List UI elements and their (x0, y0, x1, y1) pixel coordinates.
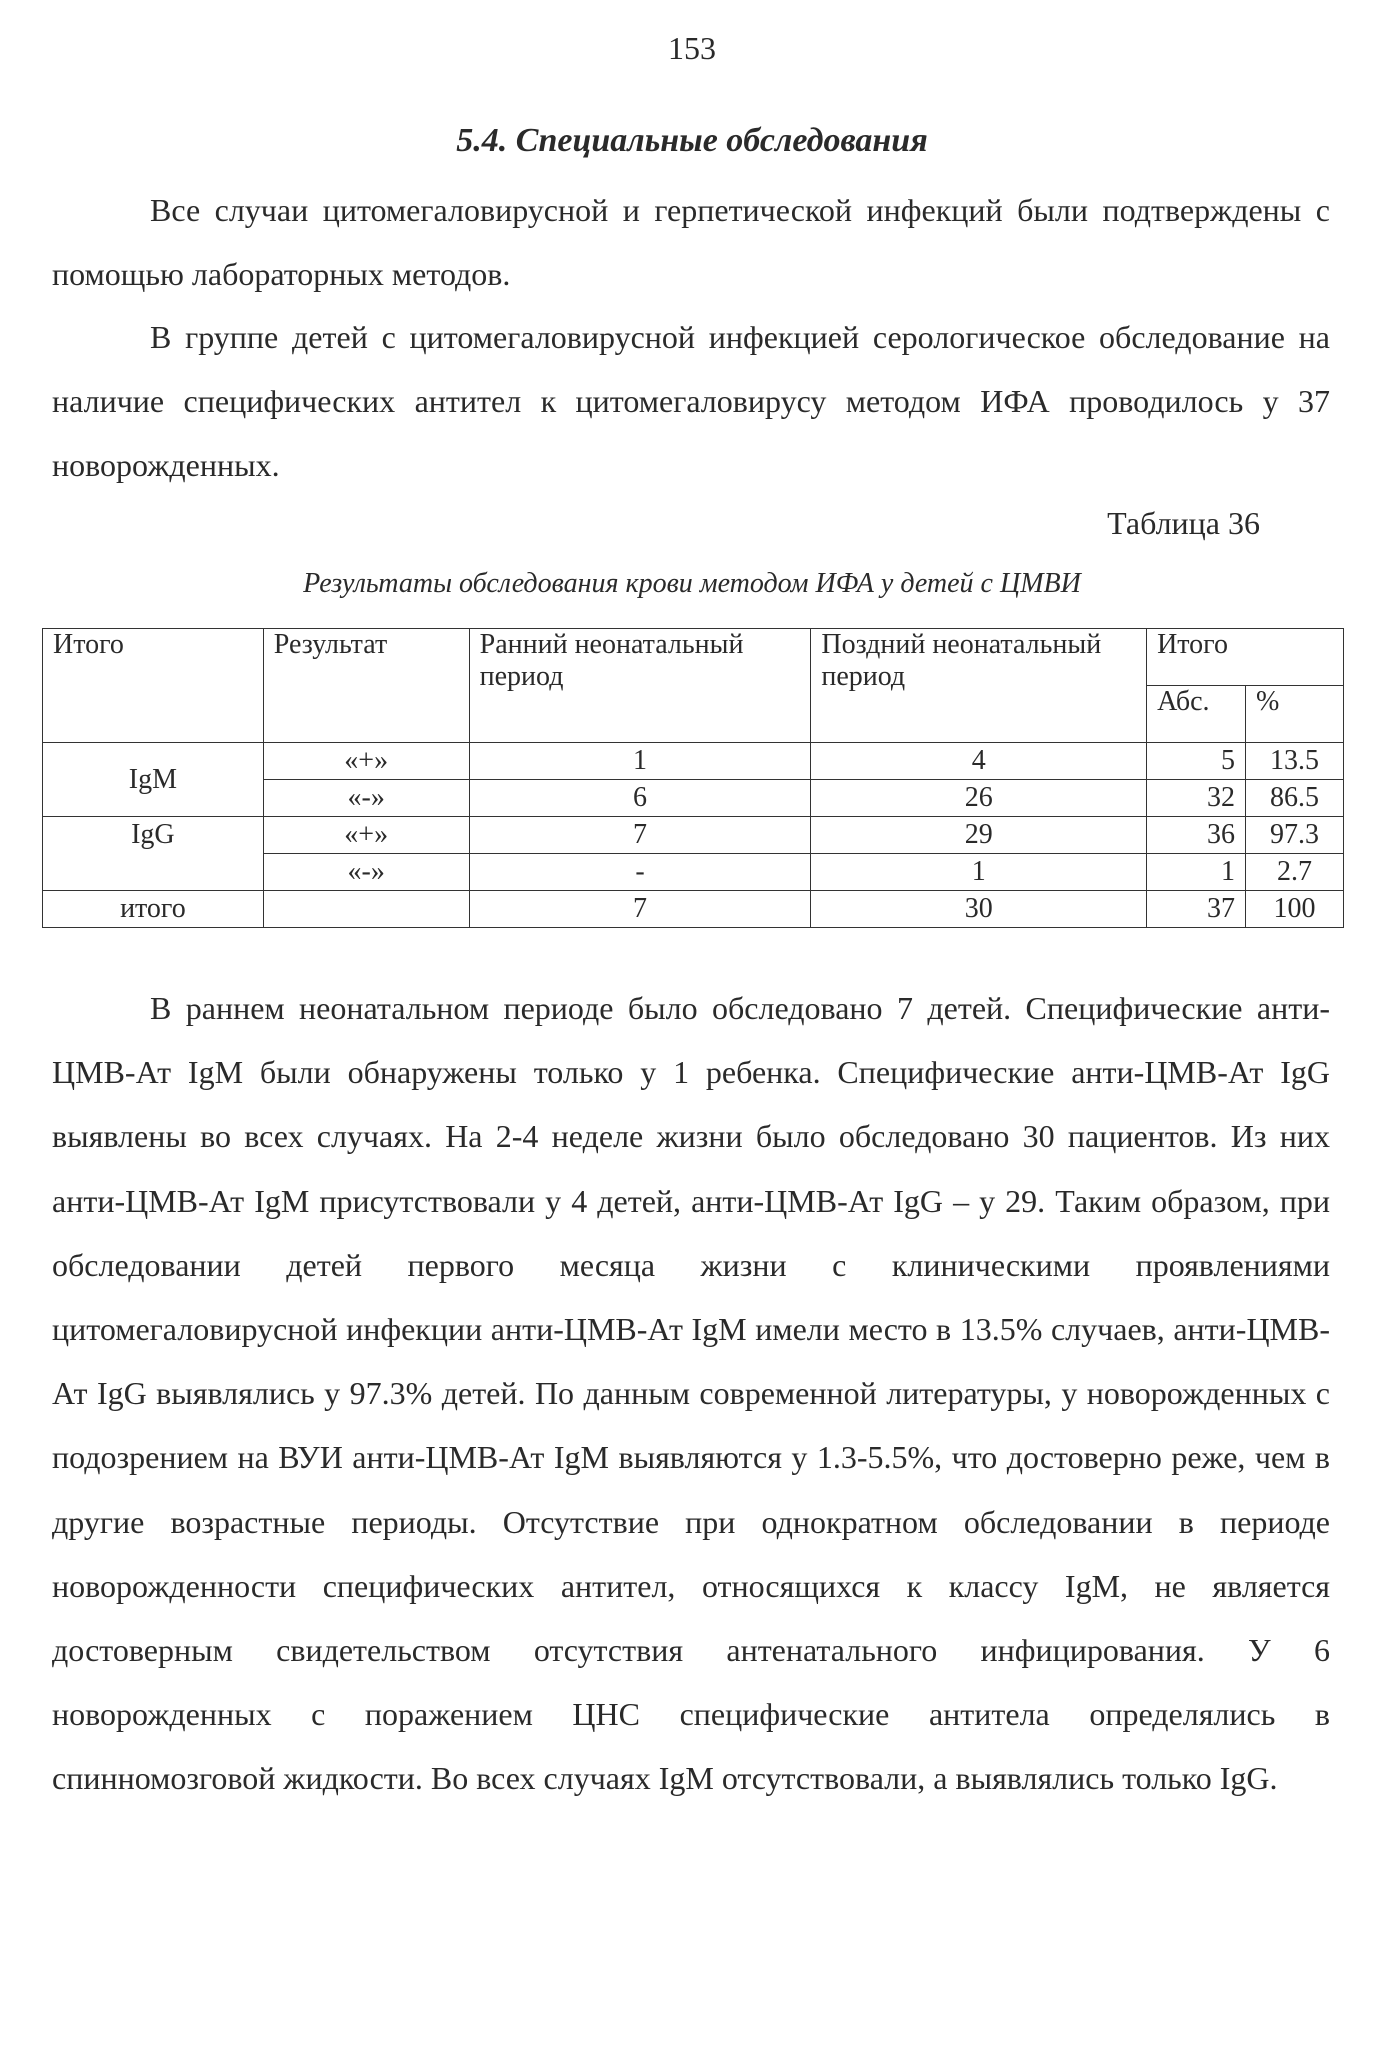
row-pct: 86.5 (1246, 780, 1344, 817)
paragraph-results: В раннем неонатальном периоде было обследовано 7 детей. Специфические анти-ЦМВ-Ат IgM были обнаружены только у 1 ребенка. Специфические анти-ЦМВ-Ат IgG выявлены во всех случаях. На 2-4 неделе жизни было обследовано 30 пациентов. Из них анти-ЦМВ-Ат IgM присутствовали у 4 детей, анти-ЦМВ-Ат IgG – у 29. Таким образом, при обследовании детей первого месяца жизни с клиническими проявлениями цитомегаловирусной инфекции анти-ЦМВ-Ат IgM имели место в 13.5% случаев, анти-ЦМВ-Ат IgG выявлялись у 97.3% детей. По данным современной литературы, у новорожденных с подозрением на ВУИ анти-ЦМВ-Ат IgM выявляются у 1.3-5.5%, что достоверно реже, чем в другие возрастные периоды. Отсутствие при однократном обследовании в периоде новорожденности специфических антител, относящихся к классу IgM, не является достоверным свидетельством отсутствия антенатального инфицирования. У 6 новорожденных с поражением ЦНС специфические антитела определялись в спинномозговой жидкости. Во всех случаях IgM отсутствовали, а выявлялись только IgG. (52, 990, 1330, 1797)
paragraph-serology: В группе детей с цитомегаловирусной инфекцией серологическое обследование на наличие специфических антител к цитомегаловирусу методом ИФА проводилось у 37 новорожденных. (52, 319, 1330, 483)
row-abs: 37 (1147, 891, 1246, 928)
row-early: 1 (469, 743, 811, 780)
table-caption: Результаты обследования крови методом ИФА у детей с ЦМВИ (303, 568, 1081, 599)
row-result: «+» (263, 743, 469, 780)
table-row (43, 743, 1344, 780)
row-result: «+» (263, 817, 469, 854)
row-group: IgM (43, 743, 264, 817)
table-header-row (43, 629, 1344, 686)
row-result: «-» (263, 854, 469, 891)
row-early: 7 (469, 891, 811, 928)
table-label: Таблица 36 (1107, 505, 1260, 541)
row-pct: 97.3 (1246, 817, 1344, 854)
header-total-group: Итого (1147, 629, 1344, 686)
row-late: 30 (811, 891, 1147, 928)
section-title: 5.4. Специальные обследования (456, 122, 928, 159)
row-abs: 1 (1147, 854, 1246, 891)
row-abs: 36 (1147, 817, 1246, 854)
page-number: 153 (668, 30, 716, 66)
row-pct: 13.5 (1246, 743, 1344, 780)
paragraph-intro: Все случаи цитомегаловирусной и герпетической инфекций были подтверждены с помощью лабораторных методов. (52, 192, 1330, 292)
header-pct: % (1246, 686, 1344, 743)
row-late: 1 (811, 854, 1147, 891)
row-abs: 5 (1147, 743, 1246, 780)
row-group: IgG (43, 817, 264, 891)
row-early: - (469, 854, 811, 891)
row-abs: 32 (1147, 780, 1246, 817)
table-row-total (43, 891, 1344, 928)
row-late: 26 (811, 780, 1147, 817)
header-total: Итого (43, 629, 264, 743)
row-result: «-» (263, 780, 469, 817)
results-table (42, 628, 1344, 928)
row-early: 6 (469, 780, 811, 817)
table-row (43, 817, 1344, 854)
row-pct: 100 (1246, 891, 1344, 928)
row-early: 7 (469, 817, 811, 854)
row-result (263, 891, 469, 928)
row-group: итого (43, 891, 264, 928)
header-abs: Абс. (1147, 686, 1246, 743)
header-early-period: Ранний неонатальный период (469, 629, 811, 743)
row-late: 29 (811, 817, 1147, 854)
row-pct: 2.7 (1246, 854, 1344, 891)
row-late: 4 (811, 743, 1147, 780)
header-late-period: Поздний неонатальный период (811, 629, 1147, 743)
header-result: Результат (263, 629, 469, 743)
